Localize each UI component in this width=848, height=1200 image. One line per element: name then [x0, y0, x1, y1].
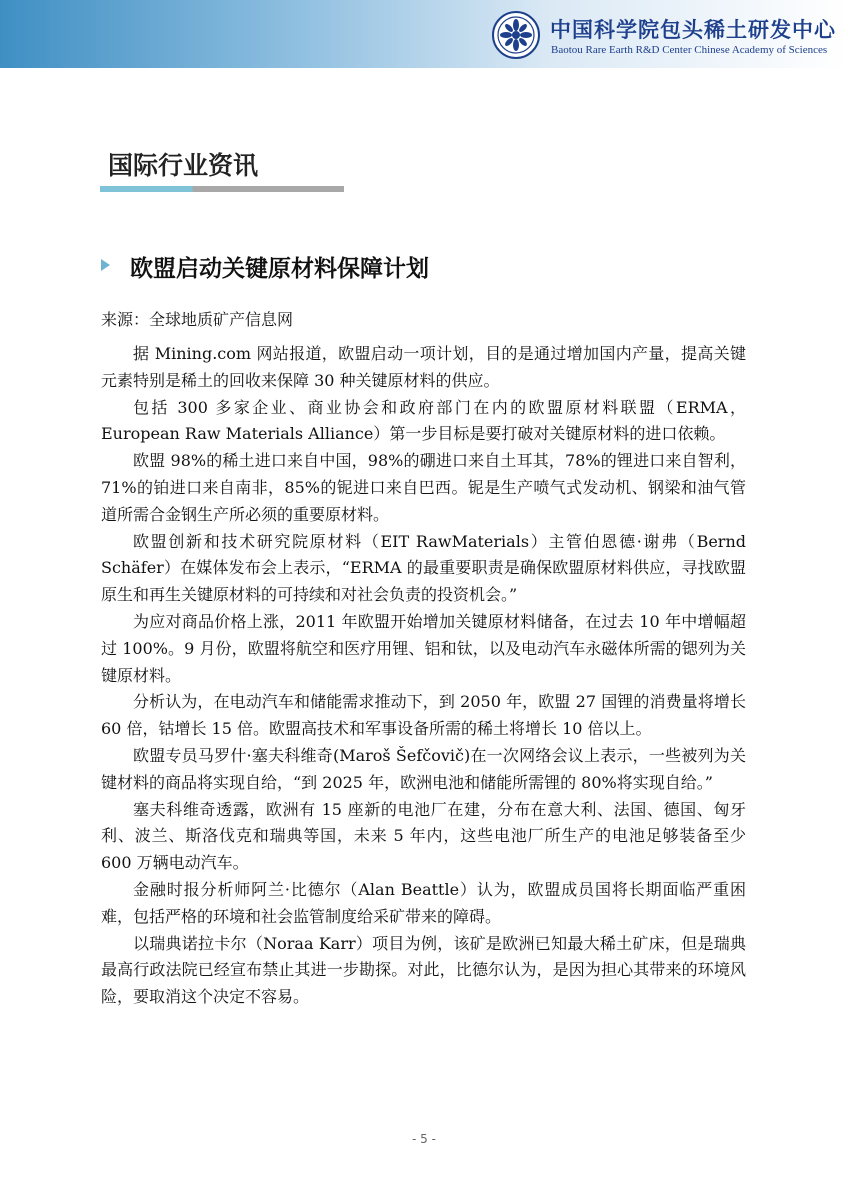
paragraph: 欧盟创新和技术研究院原材料（EIT RawMaterials）主管伯恩德·谢弗（Bernd Schäfer）在媒体发布会上表示，“ERMA 的最重要职责是确保欧盟原材料供应，寻找欧盟原生和再生关键原材料的可持续和对社会负责的投资机会。”: [101, 531, 746, 605]
article-body: [101, 341, 746, 1011]
article-source: 来源：全球地质矿产信息网: [101, 310, 294, 329]
paragraph: 欧盟专员马罗什·塞夫科维奇(Maroš Šefčovič)在一次网络会议上表示，一些被列为关键材料的商品将实现自给，“到 2025 年，欧洲电池和储能所需锂的 80%将实现自给。”: [101, 745, 746, 792]
paragraph: 以瑞典诺拉卡尔（Noraa Karr）项目为例，该矿是欧洲已知最大稀土矿床，但是瑞典最高行政法院已经宣布禁止其进一步勘探。对此，比德尔认为，是因为担心其带来的环境风险，要取消这个决定不容易。: [101, 933, 746, 1007]
cas-emblem-icon: [492, 11, 540, 59]
triangle-bullet-icon: [101, 259, 110, 271]
paragraph: 金融时报分析师阿兰·比德尔（Alan Beattle）认为，欧盟成员国将长期面临严重困难，包括严格的环境和社会监管制度给采矿带来的障碍。: [101, 879, 746, 926]
paragraph: 包括 300 多家企业、商业协会和政府部门在内的欧盟原材料联盟（ERMA，European Raw Materials Alliance）第一步目标是要打破对关键原材料的进口依赖。: [101, 397, 746, 444]
page-number: - 5 -: [412, 1132, 436, 1146]
paragraph: 分析认为，在电动汽车和储能需求推动下，到 2050 年，欧盟 27 国锂的消费量将增长 60 倍，钴增长 15 倍。欧盟高技术和军事设备所需的稀土将增长 10 倍以上。: [101, 692, 746, 739]
paragraph: 塞夫科维奇透露，欧洲有 15 座新的电池厂在建，分布在意大利、法国、德国、匈牙利、波兰、斯洛伐克和瑞典等国，未来 5 年内，这些电池厂所生产的电池足够装备至少 600 万辆电动汽车。: [101, 799, 746, 873]
org-name-en: Baotou Rare Earth R&D Center Chinese Academy of Sciences: [551, 44, 828, 56]
section-title: 国际行业资讯: [108, 151, 259, 180]
article-title: 欧盟启动关键原材料保障计划: [130, 256, 429, 282]
org-name-cn: 中国科学院包头稀土研发中心: [550, 18, 836, 42]
paragraph: 欧盟 98%的稀土进口来自中国，98%的硼进口来自土耳其，78%的锂进口来自智利，71%的铂进口来自南非，85%的铌进口来自巴西。铌是生产喷气式发动机、钢梁和油气管道所需合金钢生产所必须的重要原材料。: [101, 451, 746, 524]
paragraph: 据 Mining.com 网站报道，欧盟启动一项计划，目的是通过增加国内产量，提高关键元素特别是稀土的回收来保障 30 种关键原材料的供应。: [101, 344, 746, 390]
paragraph: 为应对商品价格上涨，2011 年欧盟开始增加关键原材料储备，在过去 10 年中增幅超过 100%。9 月份，欧盟将航空和医疗用锂、铝和钛，以及电动汽车永磁体所需的锶列为关键原材料。: [101, 611, 746, 685]
section-underline: [100, 186, 344, 192]
